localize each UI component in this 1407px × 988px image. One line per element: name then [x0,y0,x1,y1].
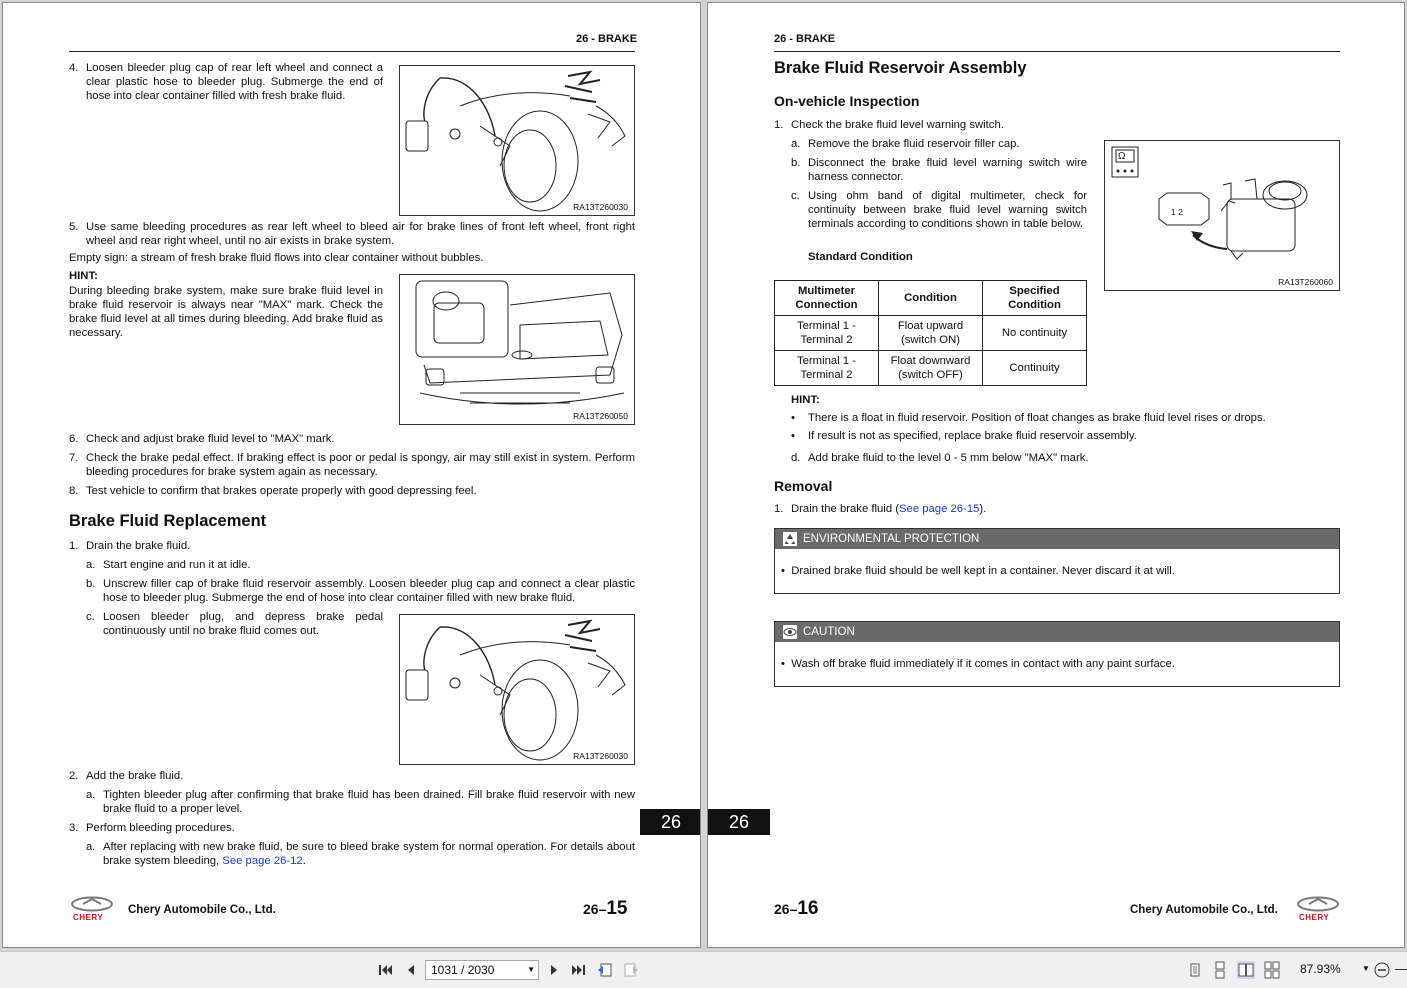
replace-step-3: 3. Perform bleeding procedures. [69,822,235,834]
page-number-input[interactable]: 1031 / 2030 ▼ [425,960,539,980]
chapter-tab: 26 [640,809,701,835]
standard-condition-label: Standard Condition [808,251,913,263]
inspect-step-1a: a. Remove the brake fluid reservoir filler cap. [791,138,1020,150]
figure-code: RA13T260060 [1278,277,1333,287]
zoom-dropdown-icon[interactable]: ▼ [1362,964,1370,973]
chery-logo-icon [1295,896,1341,912]
hint-text: During bleeding brake system, make sure brake fluid level in brake fluid reservoir is always near "MAX" mark. Check the brake fluid level at all times during bleeding. Add brake fluid as necessary. [69,285,383,339]
replace-step-1: 1. Drain the brake fluid. [69,540,191,552]
zoom-slider[interactable] [1395,969,1407,970]
hint-bullet-1: • There is a float in fluid reservoir. Position of float changes as brake fluid level rises or drops. [791,412,1266,424]
hint-label: HINT: [69,270,98,282]
step-5: 5. Use same bleeding procedures as rear left wheel to bleed air for brake lines of front left wheel, front right wheel and rear right wheel, until no air exists in brake system. [69,221,635,247]
replace-step-2a: a. Tighten bleeder plug after confirming that brake fluid has been drained. Fill brake fluid reservoir with new brake fluid to a proper level. [86,789,635,815]
page-title: Brake Fluid Reservoir Assembly [774,59,1027,77]
next-view-icon[interactable] [622,961,640,979]
figure-code: RA13T260050 [573,411,628,421]
figure-reservoir-switch [1104,140,1340,291]
table-cell: Terminal 1 - Terminal 2 [775,316,879,351]
two-page-continuous-icon[interactable] [1263,961,1281,979]
environmental-protection-text: • Drained brake fluid should be well kept in a container. Never discard it at will. [781,565,1175,577]
step-8: 8. Test vehicle to confirm that brakes operate properly with good depressing feel. [69,485,477,497]
chery-logo-icon [69,896,115,912]
terminal-labels: 1 2 [1171,207,1183,217]
table-row [775,316,1087,351]
figure-bleeding-rear [399,65,635,216]
header-rule [774,51,1340,52]
single-page-view-icon[interactable] [1186,961,1204,979]
previous-page-button[interactable] [402,961,420,979]
replace-step-2: 2. Add the brake fluid. [69,770,184,782]
table-cell: Continuity [983,351,1087,386]
hint-bullet-2: • If result is not as specified, replace brake fluid reservoir assembly. [791,430,1137,442]
environmental-protection-box [774,528,1340,594]
section-title: Brake Fluid Replacement [69,512,267,530]
see-page-26-12-link[interactable]: See page 26-12 [222,855,303,867]
figure-engine-bay [399,274,635,425]
environmental-protection-header: ENVIRONMENTAL PROTECTION [775,529,1339,549]
page-header: 26 - BRAKE [774,33,836,45]
eye-icon [783,625,797,639]
inspect-step-1c: c. Using ohm band of digital multimeter, check for continuity between brake fluid level warning switch terminals according to conditions shown in table below. [791,190,1087,230]
zoom-out-icon[interactable] [1373,961,1391,979]
caution-box [774,621,1340,687]
chapter-tab: 26 [708,809,770,835]
inspect-step-1: 1. Check the brake fluid level warning switch. [774,119,1004,131]
caution-header: CAUTION [775,622,1339,642]
chery-logo-text: CHERY [73,913,104,922]
chevron-down-icon[interactable]: ▼ [527,965,535,974]
table-header: Multimeter Connection [775,281,879,316]
figure-bleeding-drain [399,614,635,765]
figure-code: RA13T260030 [573,202,628,212]
inspect-step-1b: b. Disconnect the brake fluid level warning switch wire harness connector. [791,157,1087,183]
inspect-step-1d: d. Add brake fluid to the level 0 - 5 mm below "MAX" mark. [791,452,1089,464]
step-4: 4. Loosen bleeder plug cap of rear left wheel and connect a clear plastic hose to bleeder plug. Submerge the end of hose into clear container filled with fresh brake fluid. [69,62,383,102]
step-6: 6. Check and adjust brake fluid level to "MAX" mark. [69,433,335,445]
caution-text: • Wash off brake fluid immediately if it comes in contact with any paint surface. [781,658,1175,670]
table-header: Condition [879,281,983,316]
reservoir-switch-illustration [1105,141,1339,290]
step-7: 7. Check the brake pedal effect. If braking effect is poor or pedal is spongy, air may still exist in system. Perform bleeding procedures for brake system again as necessary. [69,452,635,478]
replace-step-1b: b. Unscrew filler cap of brake fluid reservoir assembly. Loosen bleeder plug cap and connect a clear plastic hose to bleeder plug. Submerge the end of hose into clear container filled with new brake fluid. [86,578,635,604]
table-header-row [775,281,1087,316]
table-header: Specified Condition [983,281,1087,316]
next-page-button[interactable] [545,961,563,979]
subsection-title: On-vehicle Inspection [774,93,920,109]
bleeding-illustration [400,66,634,215]
right-page [707,2,1405,948]
see-page-26-15-link[interactable]: See page 26-15 [899,503,980,515]
table-row [775,351,1087,386]
vehicle-front-illustration [400,275,634,424]
table-cell: Float downward (switch OFF) [879,351,983,386]
left-page [2,2,701,948]
removal-title: Removal [774,478,833,494]
table-cell: No continuity [983,316,1087,351]
spec-table [774,280,1087,386]
continuous-view-icon[interactable] [1211,961,1229,979]
page-number: 26–15 [583,898,628,919]
replace-step-3a: a. After replacing with new brake fluid, be sure to bleed brake system for normal operation. For details about brake system bleeding, See page 26-12. [86,841,635,867]
company-name: Chery Automobile Co., Ltd. [128,904,276,916]
zoom-level[interactable]: 87.93% [1300,962,1341,976]
removal-step-1: 1. Drain the brake fluid (See page 26-15). [774,503,987,515]
table-cell: Terminal 1 - Terminal 2 [775,351,879,386]
recycle-icon [783,532,797,546]
header-rule [69,51,635,52]
chery-logo-text: CHERY [1299,913,1330,922]
previous-view-icon[interactable] [596,961,614,979]
first-page-button[interactable] [377,961,395,979]
replace-step-1c: c. Loosen bleeder plug, and depress brake pedal continuously until no brake fluid comes out. [86,611,383,637]
viewer-toolbar [0,951,1407,988]
table-cell: Float upward (switch ON) [879,316,983,351]
hint-label: HINT: [791,394,820,406]
two-page-view-icon[interactable] [1237,961,1255,979]
page-header: 26 - BRAKE [576,33,638,45]
ohm-symbol: Ω [1118,151,1126,162]
figure-code: RA13T260030 [573,751,628,761]
last-page-button[interactable] [569,961,587,979]
replace-step-1a: a. Start engine and run it at idle. [86,559,251,571]
bleeding-illustration [400,615,634,764]
empty-sign: Empty sign: a stream of fresh brake fluid flows into clear container without bubbles. [69,252,484,264]
page-number: 26–16 [774,898,819,919]
company-name: Chery Automobile Co., Ltd. [1130,904,1278,916]
